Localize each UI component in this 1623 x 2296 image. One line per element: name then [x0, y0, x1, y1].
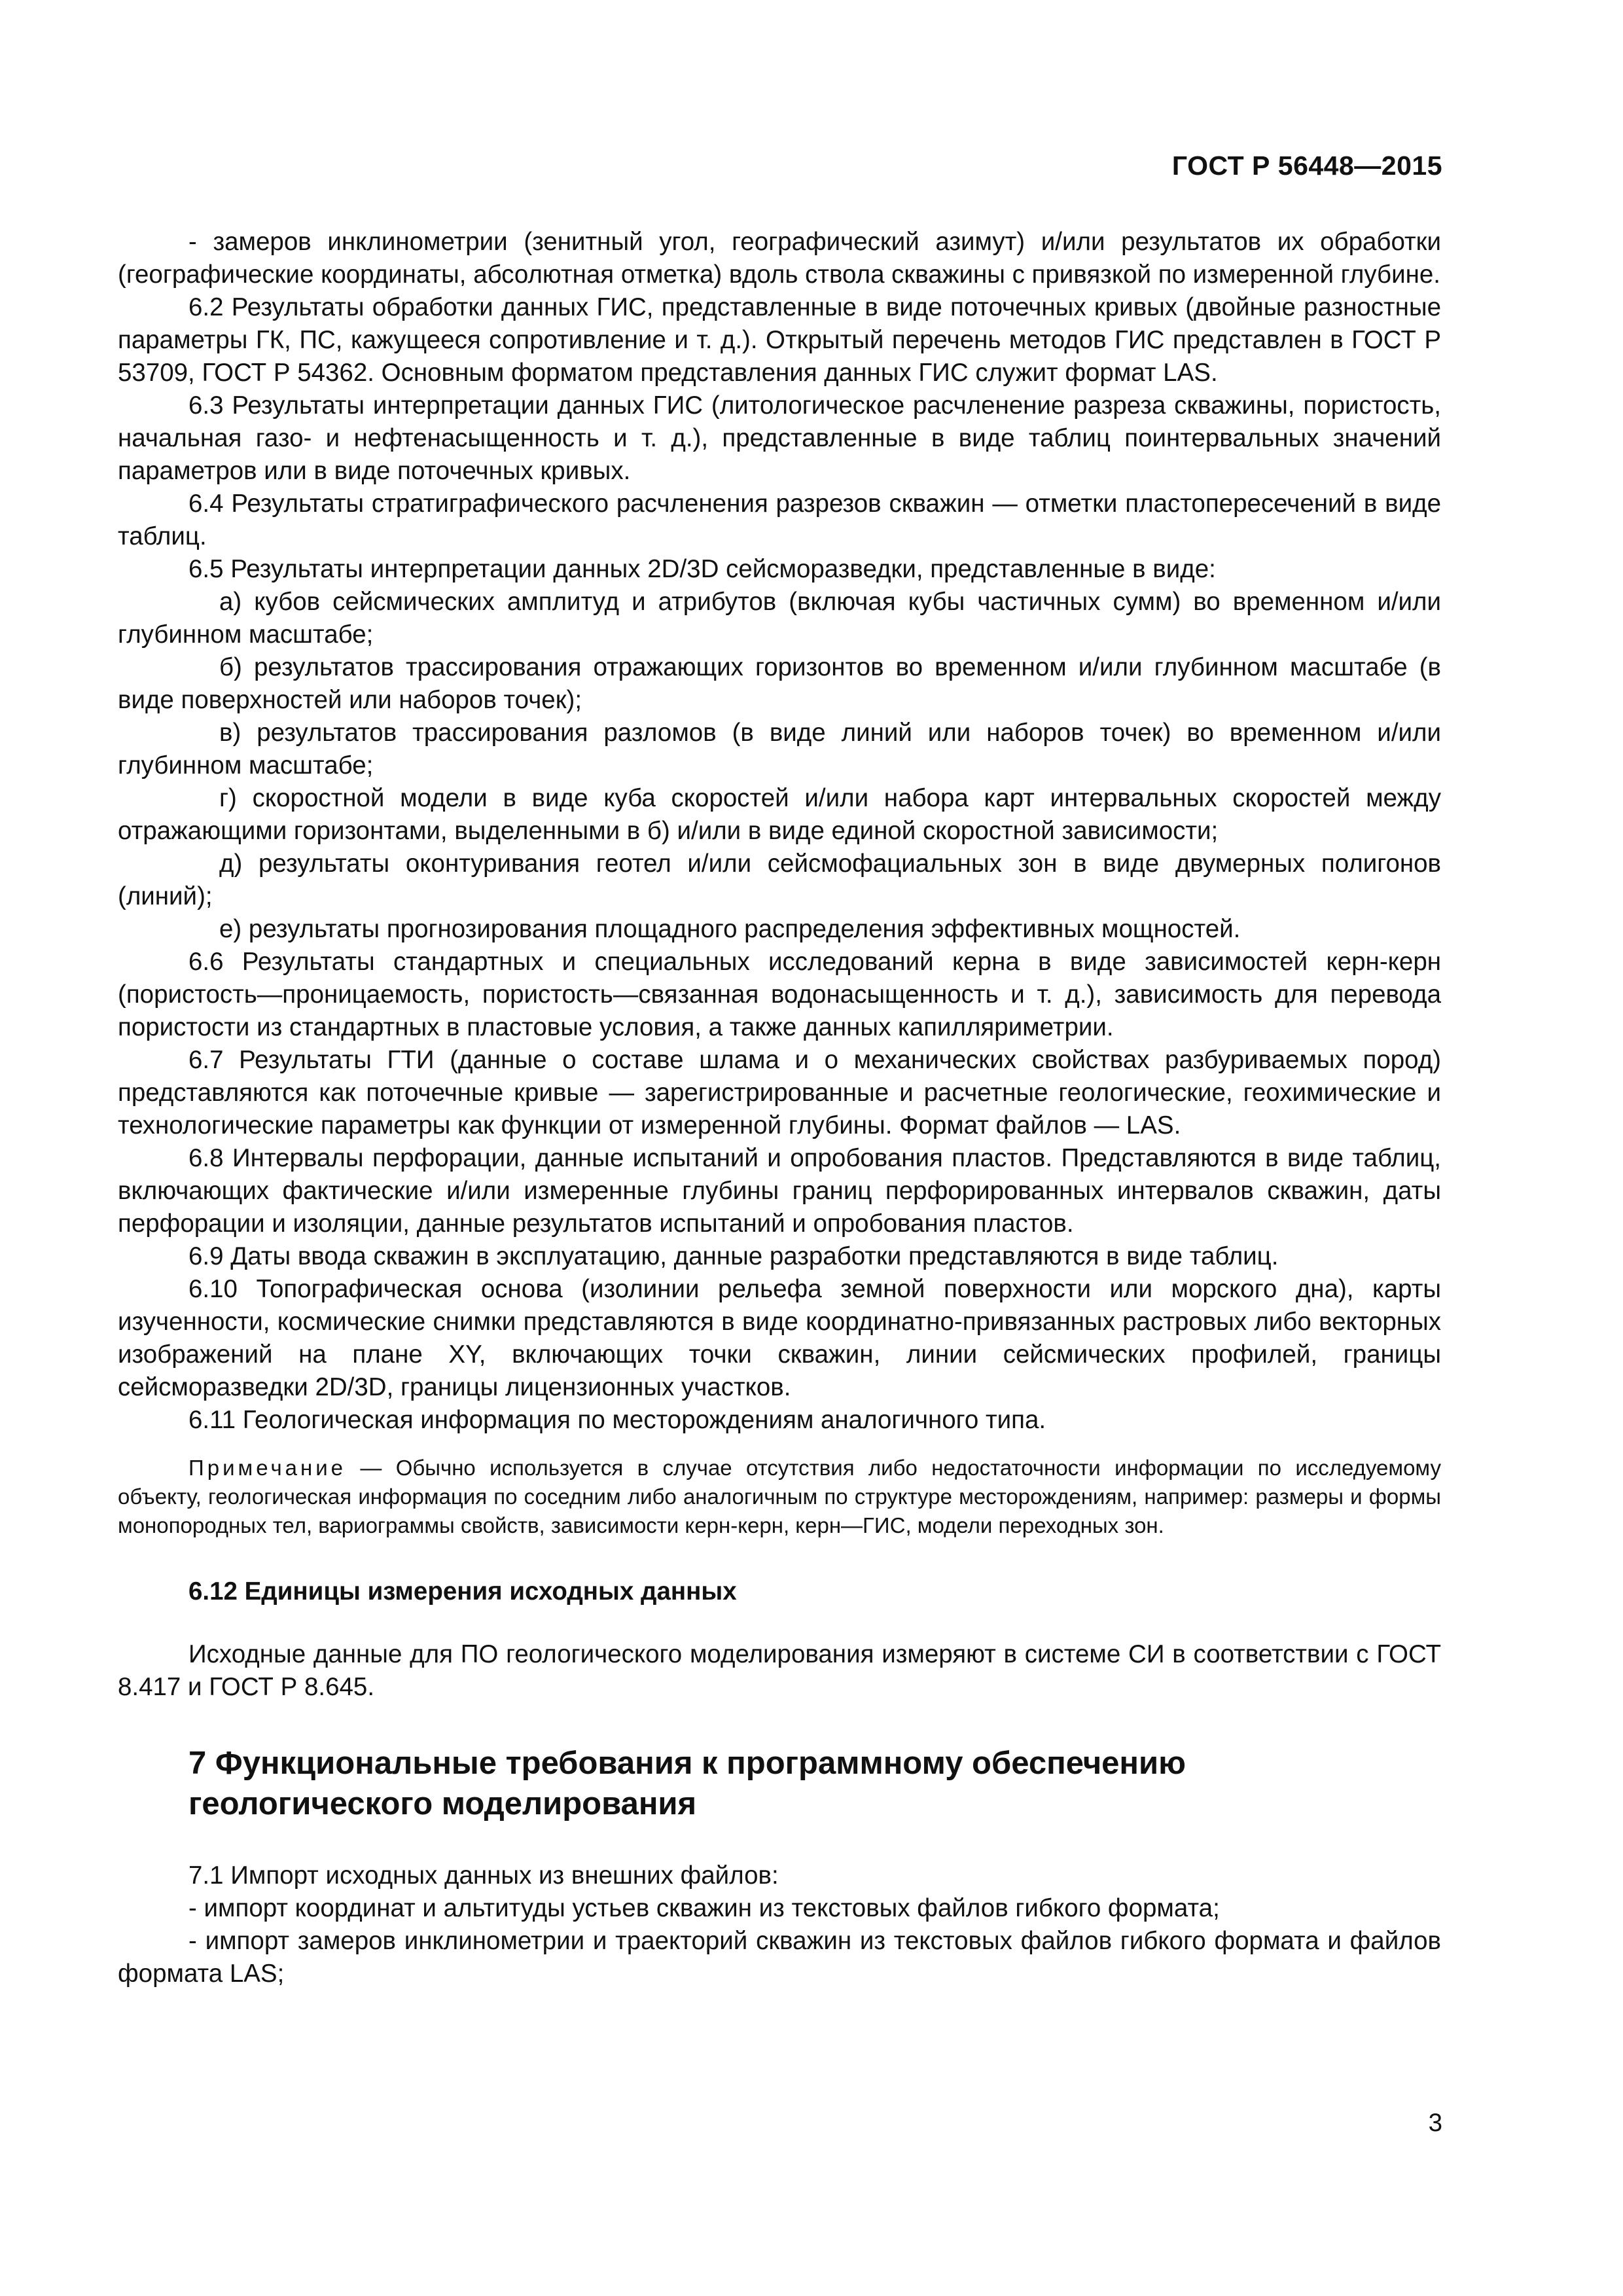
paragraph-6-5: 6.5 Результаты интерпретации данных 2D/3D сейсморазведки, представленные в виде: [188, 555, 1216, 583]
section-heading-line-1: 7 Функциональные требования к программному обеспечению [188, 1746, 1186, 1781]
note [118, 1454, 1441, 1540]
document-code-header: ГОСТ Р 56448—2015 [1171, 151, 1442, 181]
list-item-g: г) скоростной модели в виде куба скоростей и/или набора карт интервальных скоростей между отражающими горизонтами, выделенными в б) и/или в виде единой скоростной зависимости; [118, 784, 1441, 845]
paragraph-6-3: 6.3 Результаты интерпретации данных ГИС (литологическое расчленение разреза скважины, пористость, начальная газо- и нефтенасыщенность и т. д.), представленные в виде таблиц поинтервальных значений параметров или в виде поточечных кривых. [118, 391, 1441, 485]
paragraph-6-2: 6.2 Результаты обработки данных ГИС, представленные в виде поточечных кривых (двойные разностные параметры ГК, ПС, кажущееся сопротивление и т. д.). Открытый перечень методов ГИС представлен в ГОСТ Р 53709, ГОСТ Р 54362. Основным форматом представления данных ГИС служит формат LAS. [118, 293, 1441, 387]
page-number: 3 [1428, 2109, 1442, 2137]
paragraph-import-inclinometry: - импорт замеров инклинометрии и траекторий скважин из текстовых файлов гибкого формата и файлов формата LAS; [118, 1927, 1441, 1988]
page-content [118, 226, 1441, 1990]
note-text: — Обычно используется в случае отсутствия либо недостаточности информации по исследуемому объекту, геологическая информация по соседним либо аналогичным по структуре месторождениям, например: размеры и формы монопородных тел, вариограммы свойств, зависимости керн-керн, керн—ГИС, модели переходных зон. [118, 1456, 1441, 1537]
subsection-heading-6-12: 6.12 Единицы измерения исходных данных [188, 1577, 737, 1605]
list-item-d: д) результаты оконтуривания геотел и/или сейсмофациальных зон в виде двумерных полигонов (линий); [118, 850, 1441, 910]
paragraph-6-10: 6.10 Топографическая основа (изолинии рельефа земной поверхности или морского дна), карты изученности, космические снимки представляются в виде координатно-привязанных растровых либо векторных изображений на плане XY, включающих точки скважин, линии сейсмических профилей, границы сейсморазведки 2D/3D, границы лицензионных участков. [118, 1275, 1441, 1401]
paragraph-import-coordinates: - импорт координат и альтитуды устьев скважин из текстовых файлов гибкого формата; [188, 1894, 1220, 1922]
subsection-text-6-12: Исходные данные для ПО геологического моделирования измеряют в системе СИ в соответствии с ГОСТ 8.417 и ГОСТ Р 8.645. [118, 1640, 1441, 1701]
list-item-b: б) результатов трассирования отражающих горизонтов во временном и/или глубинном масштабе (в виде поверхностей или наборов точек); [118, 653, 1441, 714]
list-item-v: в) результатов трассирования разломов (в виде линий или наборов точек) во временном и/или глубинном масштабе; [118, 719, 1441, 780]
paragraph-inclinometry: - замеров инклинометрии (зенитный угол, географический азимут) и/или результатов их обработки (географические координаты, абсолютная отметка) вдоль ствола скважины с привязкой по измеренной глубине. [118, 228, 1441, 289]
paragraph-6-11: 6.11 Геологическая информация по месторождениям аналогичного типа. [188, 1406, 1046, 1434]
paragraph-7-1: 7.1 Импорт исходных данных из внешних файлов: [188, 1861, 779, 1890]
list-item-a: а) кубов сейсмических амплитуд и атрибутов (включая кубы частичных сумм) во временном и/или глубинном масштабе; [118, 588, 1441, 649]
paragraph-6-4: 6.4 Результаты стратиграфического расчленения разрезов скважин — отметки пластопересечений в виде таблиц. [118, 490, 1441, 550]
paragraph-6-9: 6.9 Даты ввода скважин в эксплуатацию, данные разработки представляются в виде таблиц. [188, 1242, 1279, 1270]
paragraph-6-8: 6.8 Интервалы перфорации, данные испытаний и опробования пластов. Представляются в виде таблиц, включающих фактические и/или измеренные глубины границ перфорированных интервалов скважин, даты перфорации и изоляции, данные результатов испытаний и опробования пластов. [118, 1144, 1441, 1238]
section-heading-line-2: геологического моделирования [188, 1786, 697, 1821]
section-heading-7 [118, 1743, 1441, 1824]
note-label: Примечание [188, 1456, 347, 1480]
paragraph-6-6: 6.6 Результаты стандартных и специальных исследований керна в виде зависимостей керн-керн (пористость—проницаемость, пористость—связанная водонасыщенность и т. д.), зависимость для перевода пористости из стандартных в пластовые условия, а также данных капилляриметрии. [118, 948, 1441, 1041]
list-item-e: е) результаты прогнозирования площадного распределения эффективных мощностей. [219, 915, 1241, 943]
paragraph-6-7: 6.7 Результаты ГТИ (данные о составе шлама и о механических свойствах разбуриваемых пород) представляются как поточечные кривые — зарегистрированные и расчетные геологические, геохимические и технологические параметры как функции от измеренной глубины. Формат файлов — LAS. [118, 1046, 1441, 1139]
